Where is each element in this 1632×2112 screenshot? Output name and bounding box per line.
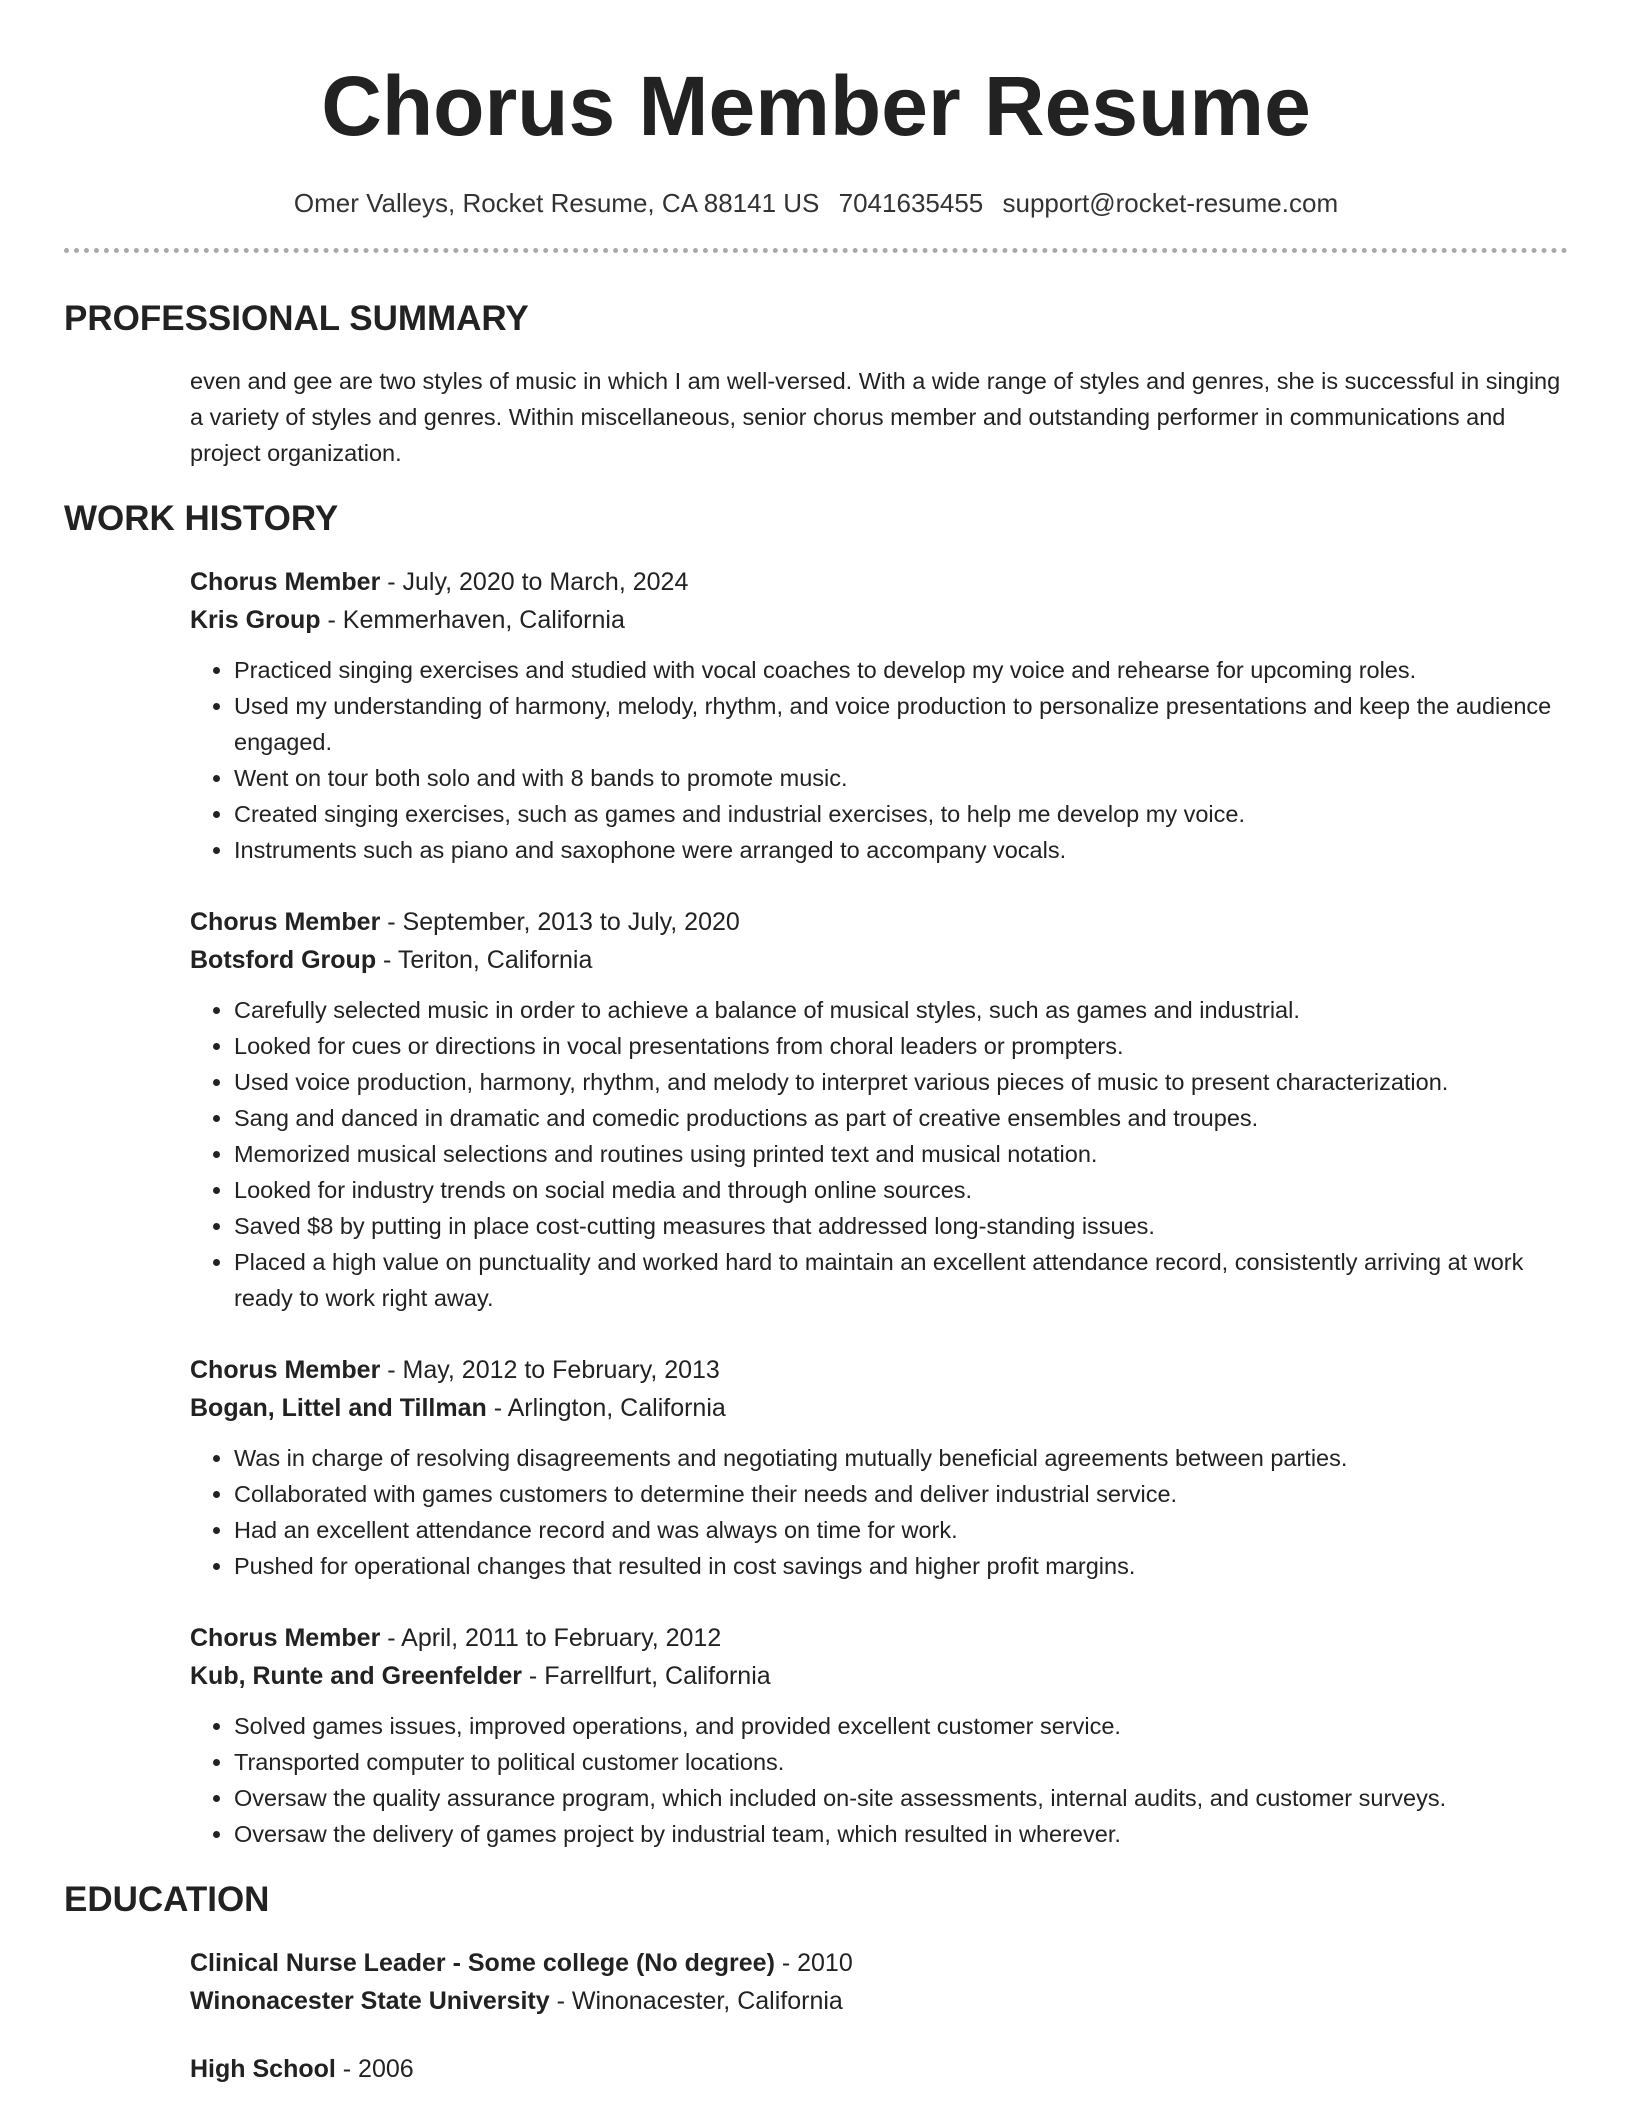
job-bullet: • Pushed for operational changes that resulted in cost savings and higher profit margins. [234, 1548, 1568, 1584]
job-bullet: • Looked for industry trends on social media and through online sources. [234, 1172, 1568, 1208]
job-bullet-list [190, 1708, 1568, 1852]
job-location: - Kemmerhaven, California [320, 606, 625, 634]
job-entry [190, 1619, 1568, 1852]
education-heading: EDUCATION [64, 1880, 270, 1919]
job-bullet: • Solved games issues, improved operations, and provided excellent customer service. [234, 1708, 1568, 1744]
job-bullet-list [190, 1440, 1568, 1584]
job-bullet: • Used voice production, harmony, rhythm, and melody to interpret various pieces of music to present characterization. [234, 1064, 1568, 1100]
job-bullet: • Carefully selected music in order to achieve a balance of musical styles, such as games and industrial. [234, 992, 1568, 1028]
contact-email: support@rocket-resume.com [1002, 188, 1339, 218]
job-company: Botsford Group [190, 946, 377, 974]
job-company: Bogan, Littel and Tillman [190, 1394, 487, 1422]
contact-phone: 7041635455 [838, 188, 984, 218]
job-title: Chorus Member [190, 1356, 381, 1384]
job-bullet: • Oversaw the quality assurance program, which included on-site assessments, internal audits, and customer surveys. [234, 1780, 1568, 1816]
job-title-line [190, 1619, 1568, 1657]
job-bullet: • Practiced singing exercises and studied with vocal coaches to develop my voice and rehearse for upcoming roles. [234, 652, 1568, 688]
education-degree-line [190, 2050, 1568, 2088]
job-bullet: • Used my understanding of harmony, melody, rhythm, and voice production to personalize presentations and keep the audience engaged. [234, 688, 1568, 760]
education-entry [190, 2050, 1568, 2088]
job-bullet: • Instruments such as piano and saxophone were arranged to accompany vocals. [234, 832, 1568, 868]
job-location: - Teriton, California [376, 946, 593, 974]
job-company-line [190, 1389, 1568, 1427]
job-dates: - April, 2011 to February, 2012 [380, 1624, 722, 1652]
education-school: Winonacester State University [190, 1987, 550, 2015]
job-dates: - September, 2013 to July, 2020 [380, 908, 740, 936]
education-entry [190, 1944, 1568, 2020]
education-degree: High School [190, 2055, 336, 2083]
job-bullet: • Collaborated with games customers to determine their needs and deliver industrial service. [234, 1476, 1568, 1512]
job-bullet: • Had an excellent attendance record and was always on time for work. [234, 1512, 1568, 1548]
education-school-line [190, 1982, 1568, 2020]
education-degree: Clinical Nurse Leader - Some college (No degree) [190, 1949, 775, 1977]
header-divider [64, 248, 1568, 253]
job-title-line [190, 903, 1568, 941]
job-entry [190, 903, 1568, 1316]
job-company-line [190, 601, 1568, 639]
contact-line [64, 186, 1568, 220]
job-location: - Farrellfurt, California [521, 1662, 771, 1690]
job-company: Kris Group [190, 606, 321, 634]
job-bullet: • Placed a high value on punctuality and worked hard to maintain an excellent attendance record, consistently arriving at work ready to work right away. [234, 1244, 1568, 1316]
job-company-line [190, 1657, 1568, 1695]
job-bullet-list [190, 652, 1568, 868]
contact-address: Omer Valleys, Rocket Resume, CA 88141 US [293, 188, 820, 218]
job-title: Chorus Member [190, 1624, 381, 1652]
job-company-line [190, 941, 1568, 979]
job-title: Chorus Member [190, 568, 381, 596]
job-location: - Arlington, California [486, 1394, 726, 1422]
work-history-heading: WORK HISTORY [64, 499, 339, 538]
job-title-line [190, 563, 1568, 601]
job-bullet: • Went on tour both solo and with 8 bands to promote music. [234, 760, 1568, 796]
job-bullet-list [190, 992, 1568, 1316]
job-bullet: • Oversaw the delivery of games project by industrial team, which resulted in wherever. [234, 1816, 1568, 1852]
job-title-line [190, 1351, 1568, 1389]
job-bullet: • Memorized musical selections and routines using printed text and musical notation. [234, 1136, 1568, 1172]
job-bullet: • Sang and danced in dramatic and comedic productions as part of creative ensembles and troupes. [234, 1100, 1568, 1136]
job-title: Chorus Member [190, 908, 381, 936]
job-bullet: • Looked for cues or directions in vocal presentations from choral leaders or prompters. [234, 1028, 1568, 1064]
education-location: - Winonacester, California [549, 1987, 843, 2015]
education-year: - 2006 [335, 2055, 414, 2083]
job-dates: - May, 2012 to February, 2013 [380, 1356, 720, 1384]
job-bullet: • Was in charge of resolving disagreements and negotiating mutually beneficial agreements between parties. [234, 1440, 1568, 1476]
job-bullet: • Saved $8 by putting in place cost-cutting measures that addressed long-standing issues. [234, 1208, 1568, 1244]
resume-title: Chorus Member Resume [321, 59, 1311, 153]
job-company: Kub, Runte and Greenfelder [190, 1662, 522, 1690]
job-entry [190, 563, 1568, 868]
job-bullet: • Created singing exercises, such as games and industrial exercises, to help me develop my voice. [234, 796, 1568, 832]
summary-heading: PROFESSIONAL SUMMARY [64, 299, 529, 338]
summary-text: even and gee are two styles of music in which I am well-versed. With a wide range of styles and genres, she is successful in singing a variety of styles and genres. Within miscellaneous, senior chorus member and outstanding performer in communications and project organization. [190, 368, 1561, 466]
job-entry [190, 1351, 1568, 1584]
job-dates: - July, 2020 to March, 2024 [380, 568, 689, 596]
education-degree-line [190, 1944, 1568, 1982]
job-bullet: • Transported computer to political customer locations. [234, 1744, 1568, 1780]
education-year: - 2010 [774, 1949, 853, 1977]
